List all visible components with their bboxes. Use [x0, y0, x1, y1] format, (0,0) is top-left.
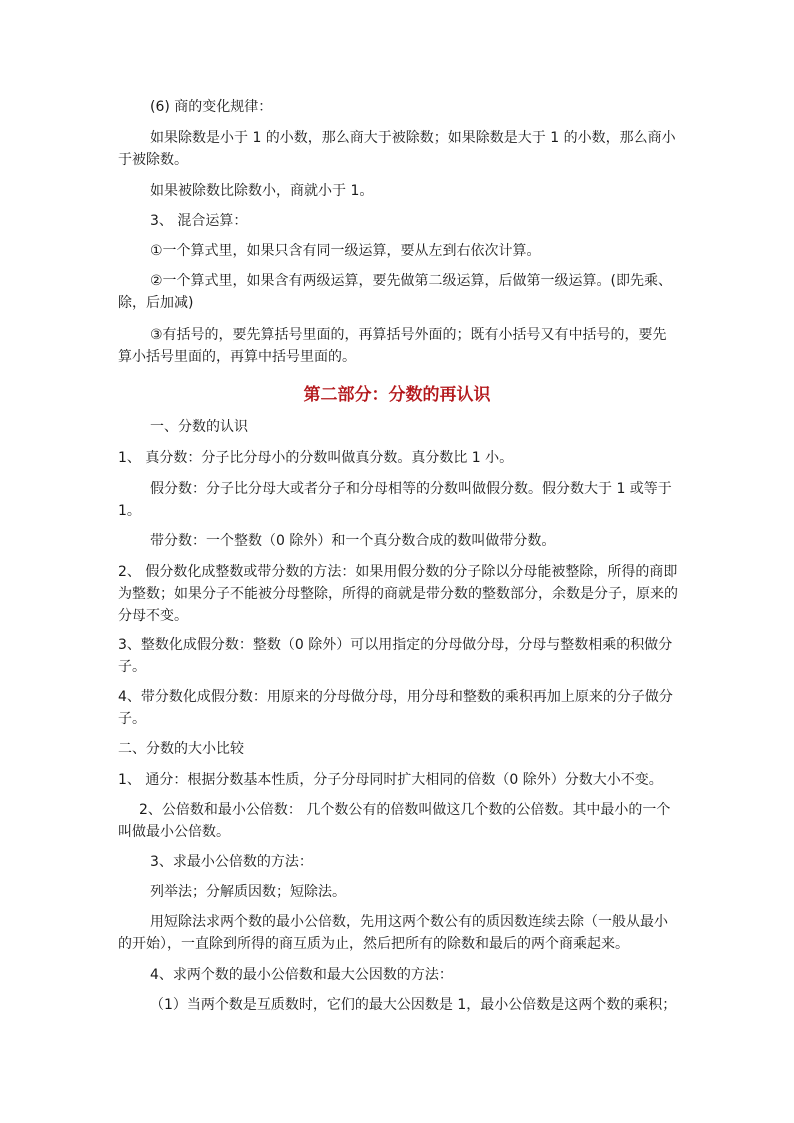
paragraph-improper-fraction: 假分数：分子比分母大或者分子和分母相等的分数叫做假分数。假分数大于 1 或等于 1。	[118, 481, 672, 519]
paragraph-quotient-rule-2: 如果被除数比除数小，商就小于 1。	[150, 183, 374, 199]
paragraph-fraction-compare-title: 二、分数的大小比较	[118, 741, 244, 757]
paragraph-quotient-rule-1: 如果除数是小于 1 的小数，那么商大于被除数；如果除数是大于 1 的小数，那么商小于被除数。	[118, 130, 676, 168]
paragraph-lcm-methods-title: 3、求最小公倍数的方法：	[150, 854, 313, 870]
paragraph-fraction-intro: 一、分数的认识	[150, 419, 248, 435]
paragraph-proper-fraction: 1、 真分数：分子比分母小的分数叫做真分数。真分数比 1 小。	[118, 450, 514, 466]
paragraph-integer-to-improper: 3、整数化成假分数：整数（0 除外）可以用指定的分母做分母，分母与整数相乘的积做分子。	[118, 637, 673, 675]
paragraph-mixed-ops-3: ③有括号的，要先算括号里面的，再算括号外面的；既有小括号又有中括号的，要先算小括号里面的，再算中括号里面的。	[118, 327, 667, 365]
paragraph-mixed-ops-2: ②一个算式里，如果含有两级运算，要先做第二级运算，后做第一级运算。(即先乘、除，后加减)	[118, 273, 673, 311]
section-title: 第二部分：分数的再认识	[303, 385, 491, 405]
paragraph-lcm-methods: 列举法；分解质因数；短除法。	[150, 884, 346, 900]
paragraph-coprime-case: （1）当两个数是互质数时，它们的最大公因数是 1，最小公倍数是这两个数的乘积；	[150, 997, 677, 1013]
paragraph-mixed-ops-title: 3、 混合运算：	[150, 213, 248, 229]
paragraph-lcm-gcf-title: 4、求两个数的最小公倍数和最大公因数的方法：	[150, 967, 453, 983]
paragraph-common-denominator: 1、 通分：根据分数基本性质，分子分母同时扩大相同的倍数（0 除外）分数大小不变。	[118, 772, 663, 788]
paragraph-short-division: 用短除法求两个数的最小公倍数，先用这两个数公有的质因数连续去除（一般从最小的开始），一直除到所得的商互质为止，然后把所有的除数和最后的两个商乘起来。	[118, 914, 668, 952]
paragraph-mixed-number: 带分数：一个整数（0 除外）和一个真分数合成的数叫做带分数。	[150, 533, 556, 549]
paragraph-mixed-to-improper: 4、带分数化成假分数：用原来的分母做分母，用分母和整数的乘积再加上原来的分子做分子。	[118, 689, 673, 727]
paragraph-mixed-ops-1: ①一个算式里，如果只含有同一级运算，要从左到右依次计算。	[150, 243, 541, 259]
paragraph-improper-to-mixed: 2、 假分数化成整数或带分数的方法：如果用假分数的分子除以分母能被整除，所得的商即为整数；如果分子不能被分母整除，所得的商就是带分数的整数部分，余数是分子，原来的分母不变。	[118, 564, 678, 624]
paragraph-common-multiple: 2、公倍数和最小公倍数： 几个数公有的倍数叫做这几个数的公倍数。其中最小的一个叫做最小公倍数。	[118, 802, 671, 840]
paragraph-quotient-rule-title: (6) 商的变化规律：	[150, 99, 273, 115]
